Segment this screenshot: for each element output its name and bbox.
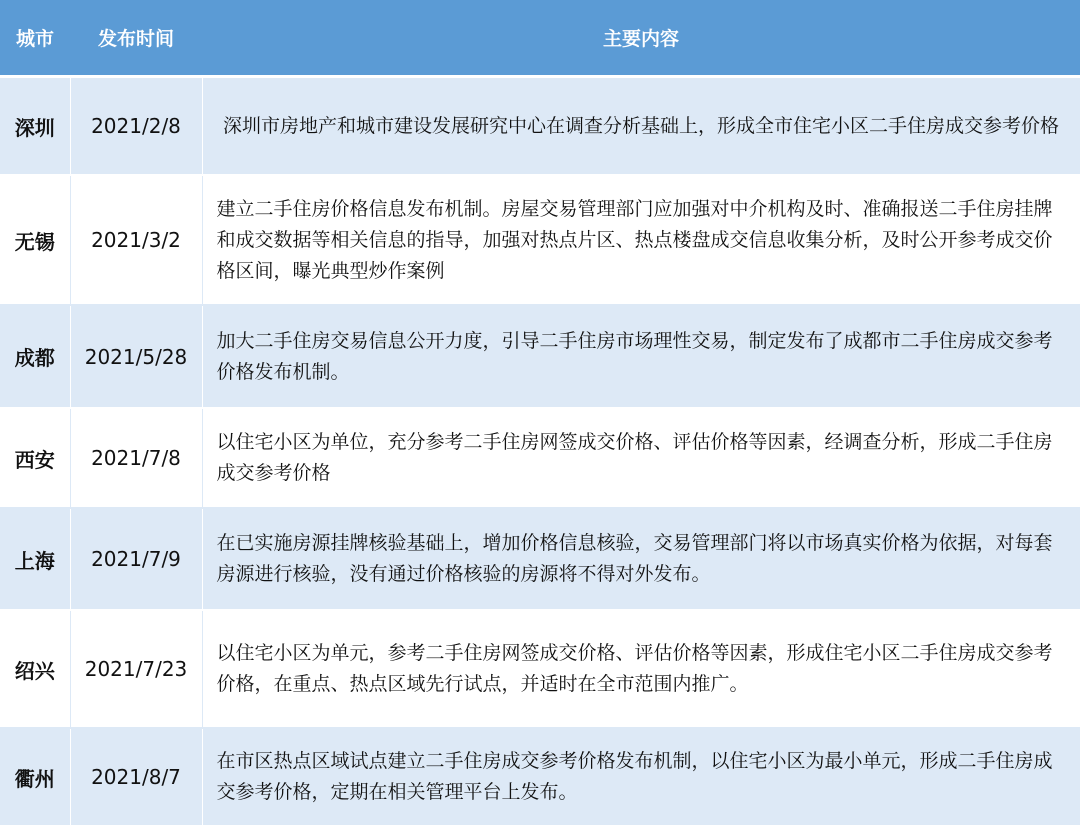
header-content: 主要内容 (202, 0, 1080, 77)
content-cell: 建立二手住房价格信息发布机制。房屋交易管理部门应加强对中介机构及时、准确报送二手住房挂牌和成交数据等相关信息的指导，加强对热点片区、热点楼盘成交信息收集分析，及时公开参考成交价格区间，曝光典型炒作案例 (202, 175, 1080, 305)
table-row (0, 610, 1080, 728)
city-cell: 衢州 (0, 728, 70, 826)
content-cell: 在市区热点区域试点建立二手住房成交参考价格发布机制，以住宅小区为最小单元，形成二手住房成交参考价格，定期在相关管理平台上发布。 (202, 728, 1080, 826)
content-cell: 在已实施房源挂牌核验基础上，增加价格信息核验，交易管理部门将以市场真实价格为依据，对每套房源进行核验，没有通过价格核验的房源将不得对外发布。 (202, 508, 1080, 610)
header-row (0, 0, 1080, 77)
table-row (0, 408, 1080, 508)
content-cell: 深圳市房地产和城市建设发展研究中心在调查分析基础上，形成全市住宅小区二手住房成交参考价格 (202, 77, 1080, 176)
city-cell: 成都 (0, 305, 70, 408)
city-cell: 深圳 (0, 77, 70, 176)
date-cell: 2021/2/8 (70, 77, 202, 176)
table-row (0, 508, 1080, 610)
table-row (0, 77, 1080, 176)
date-cell: 2021/7/23 (70, 610, 202, 728)
date-cell: 2021/7/9 (70, 508, 202, 610)
table-header (0, 0, 1080, 77)
header-city: 城市 (0, 0, 70, 77)
content-cell: 以住宅小区为单位，充分参考二手住房网签成交价格、评估价格等因素，经调查分析，形成二手住房成交参考价格 (202, 408, 1080, 508)
table-body (0, 77, 1080, 827)
content-cell: 以住宅小区为单元，参考二手住房网签成交价格、评估价格等因素，形成住宅小区二手住房成交参考价格，在重点、热点区域先行试点，并适时在全市范围内推广。 (202, 610, 1080, 728)
header-date: 发布时间 (70, 0, 202, 77)
table-row (0, 175, 1080, 305)
table-row (0, 305, 1080, 408)
date-cell: 2021/8/7 (70, 728, 202, 826)
date-cell: 2021/3/2 (70, 175, 202, 305)
city-cell: 绍兴 (0, 610, 70, 728)
city-cell: 上海 (0, 508, 70, 610)
content-cell: 加大二手住房交易信息公开力度，引导二手住房市场理性交易，制定发布了成都市二手住房成交参考价格发布机制。 (202, 305, 1080, 408)
date-cell: 2021/7/8 (70, 408, 202, 508)
city-cell: 无锡 (0, 175, 70, 305)
city-cell: 西安 (0, 408, 70, 508)
table-row (0, 728, 1080, 826)
date-cell: 2021/5/28 (70, 305, 202, 408)
